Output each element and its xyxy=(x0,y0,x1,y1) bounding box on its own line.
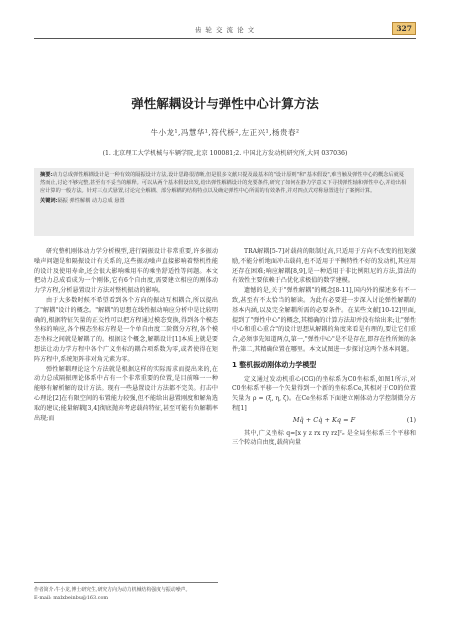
paper-title: 弹性解耦设计与弹性中心计算方法 xyxy=(131,96,319,111)
keywords-line xyxy=(40,197,408,205)
right-column xyxy=(232,247,416,448)
body-paragraph: 弹性解耦理论这个方法就是根据这样的实际需求而提出来的,在动力总成隔振理论体系中占有一个非常重要的位置,是目前唯一一种能够有解析解的设计方法。现有一些悬置设计方法都不完美。打击中心理论[2]在有限空间的布置能力较强,但不能给出悬置刚度和解角选取的建议;能量解耦[3,4]彻底抛弃考虑载荷特征,甚至可能有负解耦率出现;而 xyxy=(34,365,218,422)
body-paragraph: TRA解耦[5-7]对载荷的限制过高,只适用于方向不改变的扭矩激励,不能分析地面冲击载荷,也不适用于平衡特性不好的发动机,其应用还存在困难;响应解耦[8,9],是一种适用于非比例阻尼的方法,算法的有效性主要依赖于凸优化求极值的数学建模。 xyxy=(232,248,416,285)
body-paragraph: 研究整机刚体动力学分析模型,进行隔振设计非常重要,许多振动噪声问题是和隔振设计有关系的,这些振动噪声直接影响着整机性能的设计及使用寿命,还会很大影响乘用车的乘坐舒适性等问题。本文把动力总成看成为一个刚体,它有6个自由度,需要建立相应的刚体动力学方程,分析悬置设计方法对整机振动的影响。 xyxy=(34,248,218,295)
body-paragraph: 其中,广义坐标 q=[x y z rx ry rz]ᵀₑ 是全局坐标系三个平移和三个转动自由度,载荷向量 xyxy=(232,429,416,447)
footnote xyxy=(34,582,218,602)
keywords-label: 关键词: xyxy=(40,197,58,204)
affiliation: (1. 北京理工大学机械与车辆学院,北京 100081;2. 中国北方发动机研究所,大同 037036) xyxy=(102,150,348,157)
journal-name: 齿 轮 交 流 论 文 xyxy=(194,26,256,34)
equation xyxy=(232,416,416,426)
abstract-box xyxy=(34,168,414,236)
body-paragraph: 由于大多数时候不希望看到各个方向的振动互相耦合,所以提出了"解耦"设计的概念。"解耦"的思想在线性振动响应分析中是比较明确的,根据特征矢量的正交性可以把方程通过模态变换,得到各个模态坐标的响应,各个模态坐标方程是一个单自由度二阶微分方程,各个模态坐标之间就是解耦了的。根据这个概念,解耦设计[1]本质上就是要想法让动力学方程中各个广义坐标的耦合项系数为零,或者使得在矩阵方程中,系统矩阵非对角元素为零。 xyxy=(34,296,218,363)
abstract-text: 动力总成弹性解耦设计是一种有效的隔振设计方法,设计思路很清晰,但是很多文献只提及最基本的"设计原则"和"基本假设",难当触及弹性中心的概念后就戛然而止,讨论不够完整,甚至有不妥当的解释。可以从两个基本假设出发,给出弹性解耦设计的充要条件,研究了如何在静力学意义下寻找弹性轴和弹性中心,并给出相应计算的一般方法。针对三点式悬置,讨论完全解耦、部分解耦的结构特点以及确定弹性中心所需的有效条件,并对四点式对称悬置进行了案例计算。 xyxy=(40,172,407,195)
abstract-paragraph xyxy=(40,171,408,196)
section-heading: 1 整机振动刚体动力学模型 xyxy=(232,360,317,369)
author-email: E-mail: mxlxbeinbu@163.com xyxy=(34,594,109,601)
author-list: 牛小龙¹,冯慧华¹,符代桥²,左正兴¹,杨贵春² xyxy=(150,128,300,137)
equation-number: (1) xyxy=(406,415,416,424)
page-header xyxy=(34,22,416,39)
body-paragraph: 定义通过发动机重心(CG)的坐标系为C0坐标系,如图1所示,对C0坐标系平移一个矢量得到一个新的坐标系Ce,其相对于C0的位置矢量为 ρ = (ξ, η, ζ)。在Ce坐标系下面建立刚体动力学控制微分方程[1] xyxy=(232,375,416,412)
keywords-text: 隔振 弹性解耦 动力总成 悬置 xyxy=(57,197,125,204)
abstract-label: 摘要: xyxy=(40,172,53,178)
author-info: 作者简介:牛小龙,博士研究生,研究方向为动力机械结构强度与振动噪声。 xyxy=(34,587,191,593)
body-paragraph: 遗憾的是,关于"弹性解耦"的概念[8-11],国内外的描述多有不一致,甚至有不太恰当的解读。为此有必要进一步深入讨论弹性解耦的基本内涵,以及完全解耦所需的必要条件。在某些文献[10-12]里面,提到了"弹性中心"的概念,其精确的计算方法却并没有给出来;让"弹性中心和重心重合"的设计思想从解耦的角度来看是有理的,要让它们重合,必须事先知道两点,第一,"弹性中心"是不是存在,即存在性所须的条件;第二,其精确位置在哪里。本文试图进一步探讨这两个基本问题。 xyxy=(232,287,416,353)
equation-body: Mq̈ + Cq̇ + Kq = F xyxy=(292,415,356,424)
left-column xyxy=(34,247,218,423)
page-number: 327 xyxy=(392,22,416,35)
